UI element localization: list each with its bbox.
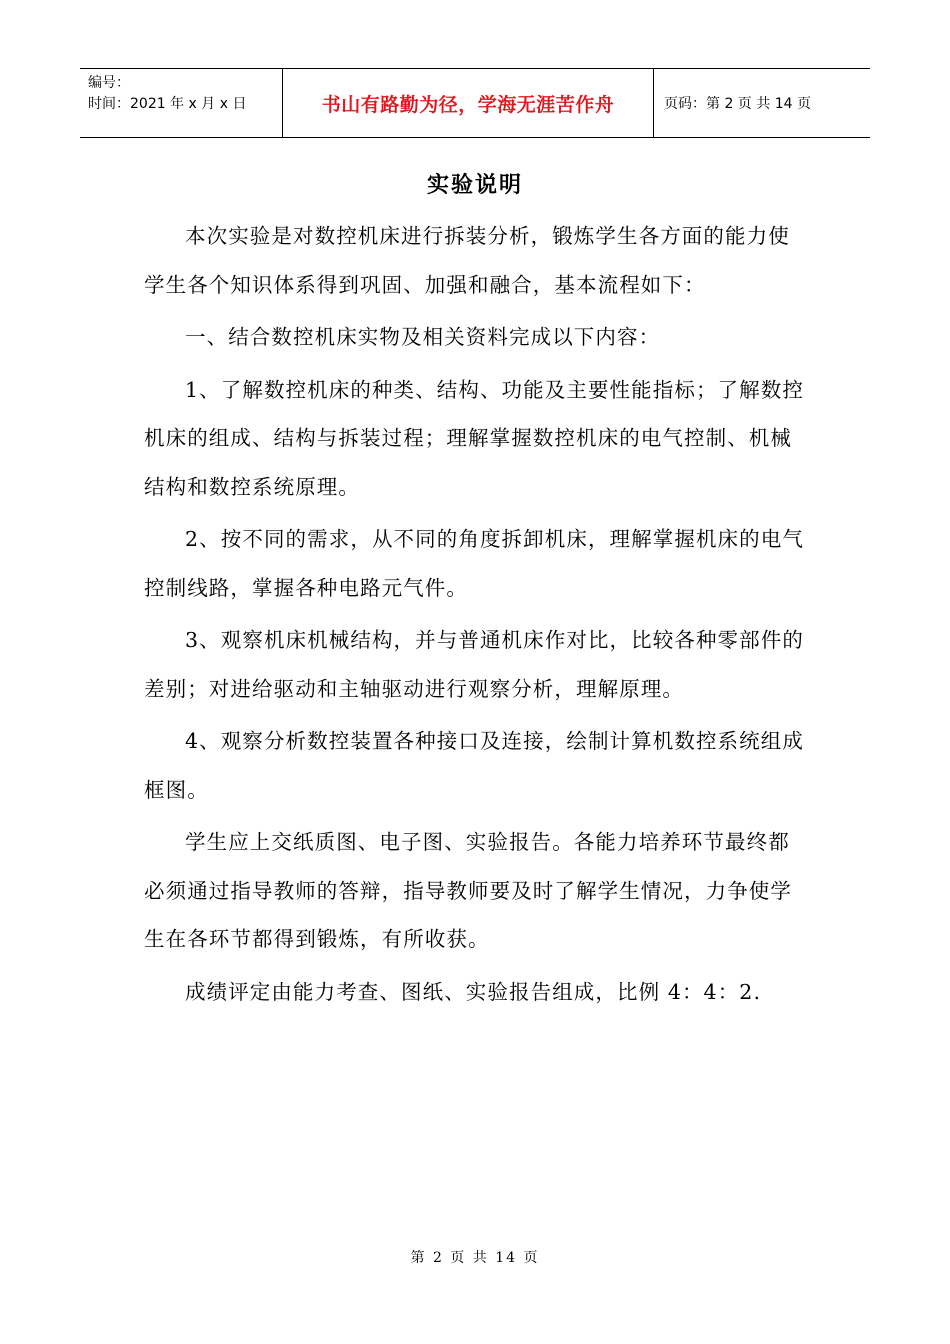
number-label: 编号： [88,75,130,91]
header-page-cell [654,69,870,137]
header-table [80,68,870,138]
document-body [144,212,806,1016]
paragraph-item-1: 1、了解数控机床的种类、结构、功能及主要性能指标；了解数控机床的组成、结构与拆装过程；理解掌握数控机床的电气控制、机械结构和数控系统原理。 [144,377,804,499]
motto-text: 书山有路勤为径，学海无涯苦作舟 [321,93,615,116]
page-footer: 第 2 页 共 14 页 [410,1250,540,1266]
paragraph-item-4: 4、观察分析数控装置各种接口及连接，绘制计算机数控系统组成框图。 [144,729,804,802]
document-title: 实验说明 [426,173,523,198]
page-code: 页码：第 2 页 共 14 页 [664,96,811,112]
header-motto-cell [282,69,654,137]
paragraph-item-3: 3、观察机床机械结构，并与普通机床作对比，比较各种零部件的差别；对进给驱动和主轴驱动进行观察分析，理解原理。 [144,628,804,701]
paragraph-item-2: 2、按不同的需求，从不同的角度拆卸机床，理解掌握机床的电气控制线路，掌握各种电路元气件。 [144,527,804,600]
paragraph-submission: 学生应上交纸质图、电子图、实验报告。各能力培养环节最终都必须通过指导教师的答辩，指导教师要及时了解学生情况，力争使学生在各环节都得到锻炼，有所收获。 [144,830,792,951]
paragraph-section-1: 一、结合数控机床实物及相关资料完成以下内容： [185,325,661,349]
time-label: 时间：2021 年 x 月 x 日 [88,96,247,112]
paragraph-intro: 本次实验是对数控机床进行拆装分析，锻炼学生各方面的能力使学生各个知识体系得到巩固、加强和融合，基本流程如下： [144,224,790,297]
paragraph-grading: 成绩评定由能力考查、图纸、实验报告组成，比例 4：4：2. [185,979,762,1004]
header-meta [80,69,282,137]
